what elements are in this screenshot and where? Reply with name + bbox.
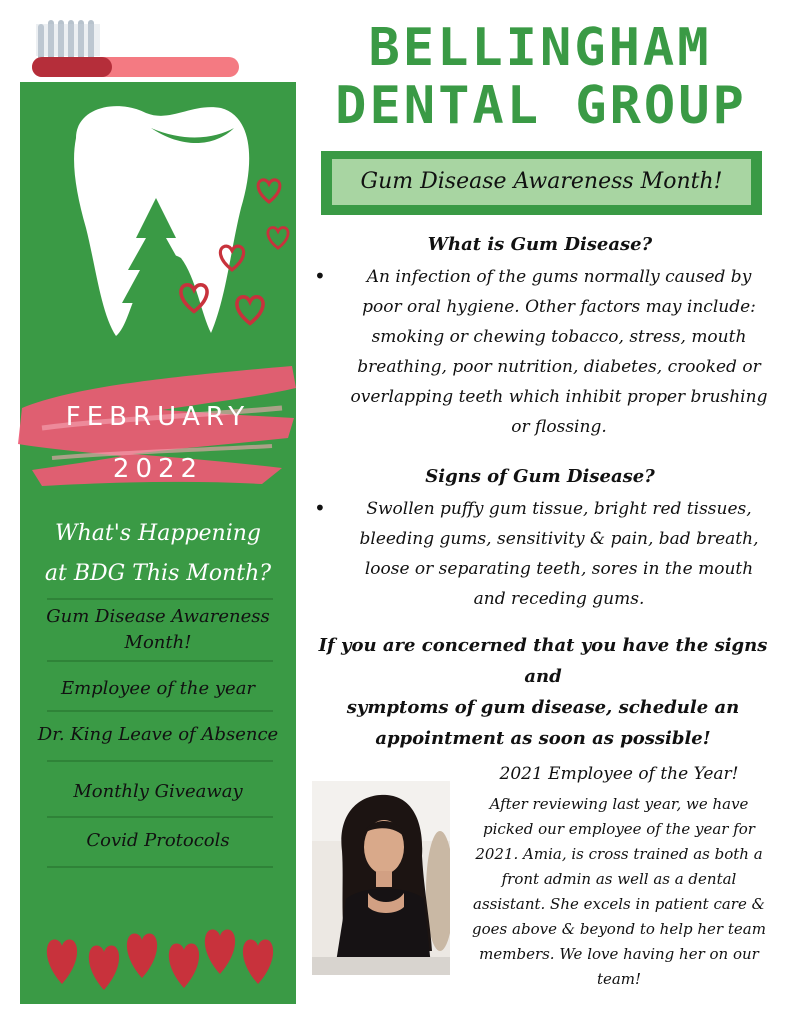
month-label: FEBRUARY bbox=[65, 402, 251, 432]
text-line: symptoms of gum disease, schedule an bbox=[346, 697, 740, 718]
text-line: loose or separating teeth, sores in the mouth bbox=[364, 559, 754, 579]
concern-text bbox=[300, 630, 786, 754]
page-title-line2: DENTAL GROUP bbox=[335, 76, 747, 136]
heart-icon bbox=[232, 292, 268, 326]
employee-heading: 2021 Employee of the Year! bbox=[499, 764, 739, 784]
text-line: breathing, poor nutrition, diabetes, crooked or bbox=[357, 357, 761, 377]
divider bbox=[47, 660, 273, 662]
heart-icon bbox=[176, 280, 212, 314]
heart-icon bbox=[264, 224, 292, 250]
sidebar-item-giveaway: Monthly Giveaway bbox=[73, 781, 243, 802]
signs-heading: Signs of Gum Disease? bbox=[425, 466, 655, 487]
what-is-heading: What is Gum Disease? bbox=[427, 234, 653, 255]
text-line: and receding gums. bbox=[473, 589, 645, 609]
text-line: 2021. Amia, is cross trained as both a bbox=[475, 845, 763, 863]
heart-icon bbox=[243, 939, 273, 984]
year-label: 2022 bbox=[112, 454, 204, 484]
heart-row bbox=[42, 924, 278, 994]
sidebar-item-gum-disease bbox=[20, 604, 296, 656]
toothbrush-icon bbox=[28, 16, 243, 82]
text-line: If you are concerned that you have the signs and bbox=[318, 635, 768, 687]
text-line: assistant. She excels in patient care & bbox=[473, 895, 765, 913]
sidebar-item-dr-king: Dr. King Leave of Absence bbox=[37, 724, 279, 745]
bullet-icon: • bbox=[314, 264, 326, 288]
employee-text bbox=[452, 792, 786, 992]
text-line: bleeding gums, sensitivity & pain, bad breath, bbox=[359, 529, 759, 549]
bullet-icon: • bbox=[314, 496, 326, 520]
sidebar-item-label: Month! bbox=[124, 632, 192, 653]
tooth-icon bbox=[56, 98, 256, 338]
happening-heading-line1: What's Happening bbox=[54, 521, 261, 546]
heart-icon bbox=[216, 242, 248, 272]
sidebar bbox=[20, 82, 296, 1004]
text-line: picked our employee of the year for bbox=[483, 820, 755, 838]
divider bbox=[47, 816, 273, 818]
divider bbox=[47, 598, 273, 600]
text-line: smoking or chewing tobacco, stress, mouth bbox=[371, 327, 747, 347]
banner-title: Gum Disease Awareness Month! bbox=[360, 169, 723, 194]
sidebar-item-covid: Covid Protocols bbox=[86, 830, 230, 851]
text-line: team! bbox=[596, 970, 642, 988]
text-line: or flossing. bbox=[511, 417, 607, 437]
text-line: front admin as well as a dental bbox=[501, 870, 737, 888]
happening-heading-line2: at BDG This Month? bbox=[44, 561, 272, 586]
text-line: appointment as soon as possible! bbox=[375, 728, 711, 749]
divider bbox=[47, 710, 273, 712]
text-line: members. We love having her on our bbox=[479, 945, 759, 963]
sidebar-item-employee: Employee of the year bbox=[60, 678, 256, 699]
text-line: goes above & beyond to help her team bbox=[472, 920, 766, 938]
heart-icon bbox=[254, 176, 284, 204]
heart-icon bbox=[127, 933, 157, 978]
sidebar-item-label: Gum Disease Awareness bbox=[46, 606, 270, 627]
what-is-text bbox=[336, 262, 782, 442]
divider bbox=[47, 760, 273, 762]
heart-icon bbox=[47, 939, 77, 984]
text-line: An infection of the gums normally caused by bbox=[366, 267, 752, 287]
signs-text bbox=[336, 494, 782, 614]
divider bbox=[47, 866, 273, 868]
text-line: overlapping teeth which inhibit proper brushing bbox=[350, 387, 768, 407]
employee-photo bbox=[312, 781, 450, 975]
heart-icon bbox=[169, 943, 199, 988]
text-line: poor oral hygiene. Other factors may include: bbox=[362, 297, 756, 317]
text-line: After reviewing last year, we have bbox=[489, 795, 749, 813]
text-line: Swollen puffy gum tissue, bright red tissues, bbox=[366, 499, 752, 519]
page-title-line1: BELLINGHAM bbox=[368, 18, 712, 78]
heart-icon bbox=[205, 929, 235, 974]
heart-icon bbox=[89, 945, 119, 990]
